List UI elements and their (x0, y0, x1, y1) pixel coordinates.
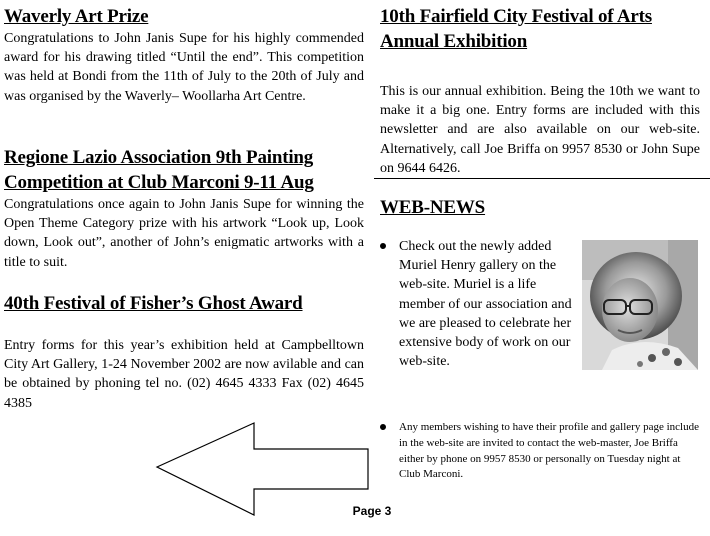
fisher-title: 40th Festival of Fisher’s Ghost Award (4, 293, 303, 314)
fairfield-article (380, 4, 700, 178)
waverly-body: Congratulations to John Janis Supe for his highly commended award for his drawing titled “Until the end”. This competition was held at Bondi from the 11th of July to the 20th of July and was organised by the Waverly– Woollarha Art Centre. (4, 31, 364, 104)
webnews-title: WEB-NEWS (380, 197, 486, 218)
lazio-title-line1: Regione Lazio Association 9th Painting (4, 147, 314, 168)
waverly-title: Waverly Art Prize (4, 6, 149, 27)
fairfield-title-line1: 10th Fairfield City Festival of Arts (380, 6, 652, 27)
page-number: Page 3 (330, 496, 414, 536)
lazio-title-line2: Competition at Club Marconi 9-11 Aug (4, 172, 314, 193)
fisher-article (4, 291, 364, 413)
webnews-bullet1: Check out the newly added Muriel Henry gallery on the web-site. Muriel is a life member of our association and we are pleased to celebrate her extensive body of work on our web-site. (399, 239, 572, 370)
waverly-article (4, 4, 364, 106)
bullet-icon (380, 243, 386, 249)
webnews-section (380, 195, 700, 220)
lazio-article (4, 145, 364, 272)
lazio-body: Congratulations once again to John Janis Supe for winning the Open Theme Category prize with his artwork “Look up, Look down, Look out”, another of John’s enigmatic artworks with a title to suit. (4, 197, 364, 270)
column-divider (372, 0, 374, 500)
portrait-photo (582, 240, 698, 370)
fisher-body: Entry forms for this year’s exhibition held at Campbelltown City Art Gallery, 1-24 November 2002 are now avilable and can be obtained by phoning tel no. (02) 4645 4333 Fax (02) 4645 4385 (4, 338, 364, 411)
fairfield-title-line2: Annual Exhibition (380, 31, 528, 52)
section-rule (374, 178, 710, 179)
bullet-icon (380, 424, 386, 430)
fairfield-body: This is our annual exhibition. Being the 10th we want to make it a big one. Entry forms are included with this newsletter and are also available on our web-site. Alternatively, call Joe Briffa on 9957 8530 or John Supe on 9644 6426. (380, 84, 700, 176)
webnews-bullet2: Any members wishing to have their profile and gallery page include in the web-site are invited to contact the web-master, Joe Briffa either by phone on 9957 8530 or personally on Tuesday night at Club Marconi. (399, 421, 699, 481)
